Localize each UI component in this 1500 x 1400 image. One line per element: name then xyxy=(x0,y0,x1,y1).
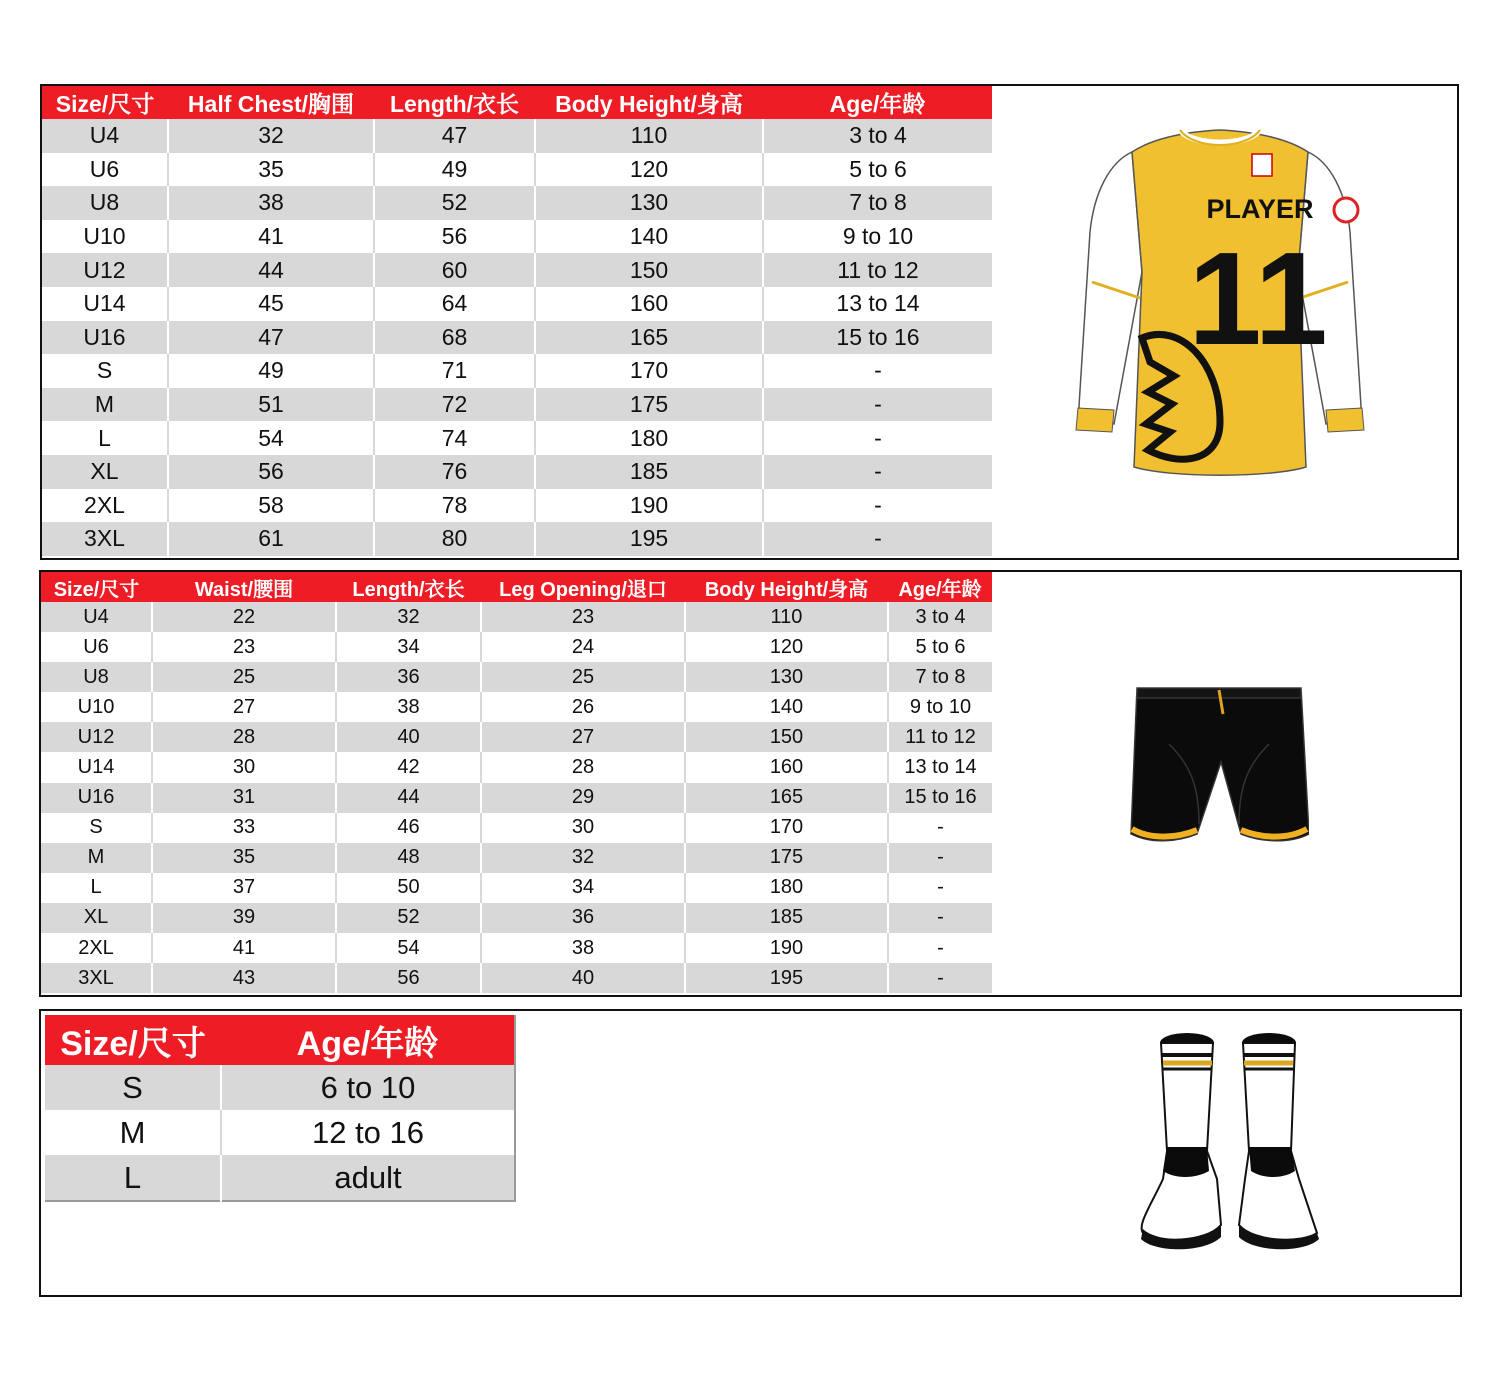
cell-length: 42 xyxy=(336,752,481,782)
table-row xyxy=(42,321,992,355)
cell-size: 3XL xyxy=(41,963,152,993)
cell-size: S xyxy=(42,354,168,388)
cell-size: U6 xyxy=(41,632,152,662)
cell-half-chest: 51 xyxy=(168,388,374,422)
cell-length: 80 xyxy=(374,522,535,556)
cell-body-height: 120 xyxy=(685,632,888,662)
cell-leg-opening: 25 xyxy=(481,662,685,692)
cell-body-height: 110 xyxy=(535,119,763,153)
cell-leg-opening: 23 xyxy=(481,602,685,632)
cell-size: L xyxy=(42,421,168,455)
table-header-row xyxy=(42,86,992,119)
header-size: Size/尺寸 xyxy=(41,572,152,602)
cell-leg-opening: 38 xyxy=(481,933,685,963)
cell-size: S xyxy=(41,813,152,843)
header-size: Size/尺寸 xyxy=(42,86,168,119)
club-crest-icon xyxy=(1252,154,1272,176)
cell-age: 13 to 14 xyxy=(888,752,992,782)
table-row xyxy=(42,522,992,556)
table-row xyxy=(42,253,992,287)
table-row xyxy=(42,186,992,220)
cell-leg-opening: 28 xyxy=(481,752,685,782)
table-row xyxy=(41,933,992,963)
cell-body-height: 190 xyxy=(535,489,763,523)
cell-size: 2XL xyxy=(41,933,152,963)
table-row xyxy=(42,220,992,254)
socks-size-table xyxy=(45,1015,516,1202)
table-row xyxy=(42,455,992,489)
cell-size: U4 xyxy=(41,602,152,632)
table-row xyxy=(42,354,992,388)
cell-age: 5 to 6 xyxy=(888,632,992,662)
cell-body-height: 185 xyxy=(535,455,763,489)
shorts-size-table xyxy=(41,572,992,993)
cell-age: - xyxy=(888,933,992,963)
cell-size: M xyxy=(42,388,168,422)
cell-length: 49 xyxy=(374,153,535,187)
cell-body-height: 160 xyxy=(685,752,888,782)
cell-leg-opening: 32 xyxy=(481,843,685,873)
cell-age: 12 to 16 xyxy=(221,1110,515,1155)
cell-age: - xyxy=(888,813,992,843)
table-row xyxy=(41,783,992,813)
cell-half-chest: 54 xyxy=(168,421,374,455)
cell-size: U12 xyxy=(42,253,168,287)
cell-waist: 43 xyxy=(152,963,336,993)
cell-size: U8 xyxy=(41,662,152,692)
header-age: Age/年龄 xyxy=(221,1015,515,1065)
cell-waist: 35 xyxy=(152,843,336,873)
cell-length: 52 xyxy=(336,903,481,933)
header-half-chest: Half Chest/胸围 xyxy=(168,86,374,119)
cell-body-height: 195 xyxy=(685,963,888,993)
cell-age: 9 to 10 xyxy=(763,220,992,254)
cell-length: 78 xyxy=(374,489,535,523)
jersey-illustration xyxy=(1070,122,1370,482)
cell-half-chest: 47 xyxy=(168,321,374,355)
cell-age: 9 to 10 xyxy=(888,692,992,722)
cell-waist: 39 xyxy=(152,903,336,933)
cell-leg-opening: 40 xyxy=(481,963,685,993)
cell-age: - xyxy=(763,354,992,388)
cell-waist: 41 xyxy=(152,933,336,963)
cell-leg-opening: 34 xyxy=(481,873,685,903)
cell-size: 3XL xyxy=(42,522,168,556)
cell-size: M xyxy=(45,1110,221,1155)
cell-half-chest: 56 xyxy=(168,455,374,489)
cell-age: 3 to 4 xyxy=(888,602,992,632)
cell-body-height: 130 xyxy=(535,186,763,220)
table-row xyxy=(42,153,992,187)
jersey-player-name: PLAYER xyxy=(1206,194,1314,224)
cell-size: U8 xyxy=(42,186,168,220)
cell-age: 6 to 10 xyxy=(221,1065,515,1110)
cell-age: - xyxy=(763,489,992,523)
shorts-illustration xyxy=(1129,684,1309,864)
cell-body-height: 130 xyxy=(685,662,888,692)
cell-body-height: 140 xyxy=(685,692,888,722)
cell-age: adult xyxy=(221,1155,515,1201)
cell-length: 50 xyxy=(336,873,481,903)
cell-age: - xyxy=(888,873,992,903)
cell-leg-opening: 27 xyxy=(481,722,685,752)
cell-age: 5 to 6 xyxy=(763,153,992,187)
cell-size: U12 xyxy=(41,722,152,752)
cell-age: - xyxy=(888,903,992,933)
cell-size: L xyxy=(45,1155,221,1201)
cell-waist: 31 xyxy=(152,783,336,813)
cell-age: - xyxy=(763,421,992,455)
shorts-size-panel xyxy=(39,570,1462,997)
cell-length: 72 xyxy=(374,388,535,422)
cell-length: 54 xyxy=(336,933,481,963)
table-row xyxy=(42,388,992,422)
header-age: Age/年龄 xyxy=(888,572,992,602)
table-row xyxy=(41,632,992,662)
table-row xyxy=(45,1065,515,1110)
cell-body-height: 195 xyxy=(535,522,763,556)
cell-body-height: 175 xyxy=(685,843,888,873)
header-age: Age/年龄 xyxy=(763,86,992,119)
cell-size: XL xyxy=(41,903,152,933)
cell-size: U14 xyxy=(42,287,168,321)
cell-length: 34 xyxy=(336,632,481,662)
header-body-height: Body Height/身高 xyxy=(535,86,763,119)
socks-size-panel xyxy=(39,1009,1462,1297)
jersey-number: 11 xyxy=(1188,225,1328,372)
cell-length: 76 xyxy=(374,455,535,489)
table-row xyxy=(45,1155,515,1201)
cell-body-height: 120 xyxy=(535,153,763,187)
cell-waist: 30 xyxy=(152,752,336,782)
cell-age: - xyxy=(888,843,992,873)
cell-length: 56 xyxy=(374,220,535,254)
cell-leg-opening: 30 xyxy=(481,813,685,843)
cell-leg-opening: 26 xyxy=(481,692,685,722)
table-row xyxy=(41,752,992,782)
cell-size: M xyxy=(41,843,152,873)
cell-size: XL xyxy=(42,455,168,489)
cell-age: - xyxy=(763,388,992,422)
cell-length: 38 xyxy=(336,692,481,722)
cell-size: U16 xyxy=(42,321,168,355)
cell-size: L xyxy=(41,873,152,903)
table-row xyxy=(41,813,992,843)
cell-body-height: 150 xyxy=(685,722,888,752)
cell-size: U14 xyxy=(41,752,152,782)
header-leg-opening: Leg Opening/退口 xyxy=(481,572,685,602)
cell-waist: 23 xyxy=(152,632,336,662)
header-waist: Waist/腰围 xyxy=(152,572,336,602)
cell-body-height: 110 xyxy=(685,602,888,632)
cell-size: 2XL xyxy=(42,489,168,523)
cell-length: 36 xyxy=(336,662,481,692)
cell-length: 48 xyxy=(336,843,481,873)
cell-age: 15 to 16 xyxy=(888,783,992,813)
cell-length: 64 xyxy=(374,287,535,321)
cell-age: - xyxy=(763,455,992,489)
table-row xyxy=(42,421,992,455)
cell-size: U4 xyxy=(42,119,168,153)
cell-length: 60 xyxy=(374,253,535,287)
cell-half-chest: 58 xyxy=(168,489,374,523)
cell-half-chest: 38 xyxy=(168,186,374,220)
table-row xyxy=(41,963,992,993)
cell-body-height: 160 xyxy=(535,287,763,321)
cell-age: 11 to 12 xyxy=(888,722,992,752)
cell-length: 52 xyxy=(374,186,535,220)
cell-age: 11 to 12 xyxy=(763,253,992,287)
cell-size: U10 xyxy=(41,692,152,722)
header-length: Length/衣长 xyxy=(374,86,535,119)
table-row xyxy=(41,722,992,752)
table-row xyxy=(45,1110,515,1155)
cell-length: 44 xyxy=(336,783,481,813)
cell-length: 71 xyxy=(374,354,535,388)
cell-size: U10 xyxy=(42,220,168,254)
cell-age: - xyxy=(763,522,992,556)
cell-body-height: 150 xyxy=(535,253,763,287)
cell-waist: 22 xyxy=(152,602,336,632)
table-row xyxy=(41,843,992,873)
cell-body-height: 190 xyxy=(685,933,888,963)
cell-length: 47 xyxy=(374,119,535,153)
cell-size: S xyxy=(45,1065,221,1110)
sleeve-badge-icon xyxy=(1334,198,1358,222)
shirt-size-panel xyxy=(40,84,1459,560)
cell-half-chest: 45 xyxy=(168,287,374,321)
cell-length: 74 xyxy=(374,421,535,455)
cell-body-height: 170 xyxy=(685,813,888,843)
cell-half-chest: 32 xyxy=(168,119,374,153)
cell-length: 68 xyxy=(374,321,535,355)
cell-age: 13 to 14 xyxy=(763,287,992,321)
cell-waist: 33 xyxy=(152,813,336,843)
table-header-row xyxy=(41,572,992,602)
cell-length: 46 xyxy=(336,813,481,843)
cell-leg-opening: 36 xyxy=(481,903,685,933)
cell-body-height: 185 xyxy=(685,903,888,933)
cell-size: U16 xyxy=(41,783,152,813)
table-row xyxy=(41,903,992,933)
table-row xyxy=(42,287,992,321)
cell-body-height: 165 xyxy=(685,783,888,813)
right-sock xyxy=(1239,1033,1319,1249)
cell-body-height: 175 xyxy=(535,388,763,422)
cell-length: 32 xyxy=(336,602,481,632)
cell-body-height: 180 xyxy=(685,873,888,903)
cell-waist: 37 xyxy=(152,873,336,903)
cell-size: U6 xyxy=(42,153,168,187)
cell-half-chest: 44 xyxy=(168,253,374,287)
cell-waist: 25 xyxy=(152,662,336,692)
table-row xyxy=(41,873,992,903)
cell-age: - xyxy=(888,963,992,993)
cell-length: 56 xyxy=(336,963,481,993)
table-header-row xyxy=(45,1015,515,1065)
cell-length: 40 xyxy=(336,722,481,752)
cell-waist: 28 xyxy=(152,722,336,752)
table-row xyxy=(42,489,992,523)
cell-age: 7 to 8 xyxy=(888,662,992,692)
cell-body-height: 180 xyxy=(535,421,763,455)
cell-leg-opening: 24 xyxy=(481,632,685,662)
cell-half-chest: 41 xyxy=(168,220,374,254)
left-sock xyxy=(1141,1033,1221,1249)
socks-illustration xyxy=(1135,1029,1325,1259)
table-row xyxy=(41,602,992,632)
cell-body-height: 165 xyxy=(535,321,763,355)
cell-half-chest: 49 xyxy=(168,354,374,388)
cell-body-height: 170 xyxy=(535,354,763,388)
table-row xyxy=(42,119,992,153)
cell-age: 3 to 4 xyxy=(763,119,992,153)
cell-age: 7 to 8 xyxy=(763,186,992,220)
cell-age: 15 to 16 xyxy=(763,321,992,355)
cell-half-chest: 35 xyxy=(168,153,374,187)
header-body-height: Body Height/身高 xyxy=(685,572,888,602)
header-length: Length/衣长 xyxy=(336,572,481,602)
header-size: Size/尺寸 xyxy=(45,1015,221,1065)
table-row xyxy=(41,662,992,692)
cell-leg-opening: 29 xyxy=(481,783,685,813)
cell-waist: 27 xyxy=(152,692,336,722)
cell-body-height: 140 xyxy=(535,220,763,254)
table-row xyxy=(41,692,992,722)
cell-half-chest: 61 xyxy=(168,522,374,556)
shirt-size-table xyxy=(42,86,992,556)
